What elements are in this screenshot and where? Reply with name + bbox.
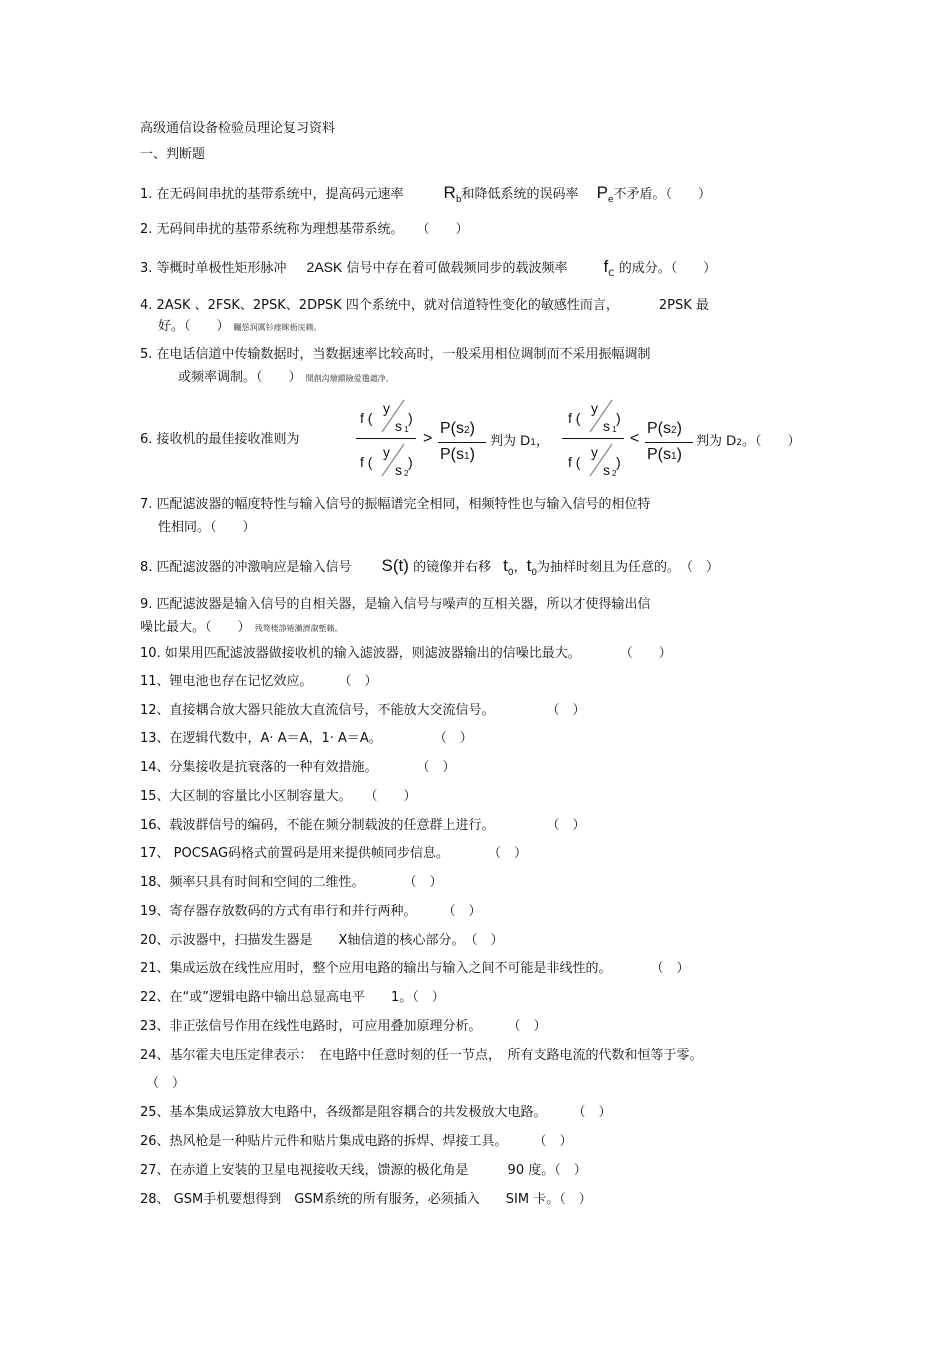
slash-icon (588, 442, 614, 478)
question-24-continuation: （ ） (146, 1076, 186, 1091)
question-21: 21、集成运放在线性应用时，整个应用电路的输出与输入之间不可能是非线性的。 （ ） (140, 961, 690, 976)
question-11: 11、锂电池也存在记忆效应。 （ ） (140, 674, 378, 689)
question-7-line-1: 7. 匹配滤波器的幅度特性与输入信号的振幅谱完全相同，相频特性也与输入信号的相位特 (140, 497, 651, 512)
fraction-bar (562, 438, 624, 439)
question-4-line-1: 4. 2ASK 、2FSK、2PSK、2DPSK 四个系统中，就对信道特性变化的敏感性而言， 2PSK 最 (140, 298, 709, 313)
document-title: 高级通信设备检验员理论复习资料 (140, 121, 336, 136)
fraction-bar (438, 442, 486, 443)
question-2: 2. 无码间串扰的基带系统称为理想基带系统。 （ ） (140, 222, 469, 237)
question-24: 24、基尔霍夫电压定律表示： 在电路中任意时刻的任一节点， 所有支路电流的代数和恒等于零。 (140, 1048, 703, 1063)
question-19: 19、寄存器存放数码的方式有串行和并行两种。 （ ） (140, 904, 482, 919)
question-4-line-2: 好。（ ） 矚慫润厲钐瘗睞枥庑赖。 (158, 319, 322, 334)
section-heading: 一、判断题 (140, 147, 206, 162)
slash-icon (380, 398, 406, 434)
question-20: 20、示波器中，扫描发生器是 X轴信道的核心部分。 （ ） (140, 933, 504, 948)
question-25: 25、基本集成运算放大电路中，各级都是阻容耦合的共发极放大电路。 （ ） (140, 1105, 612, 1120)
question-16: 16、载波群信号的编码，不能在频分制载波的任意群上进行。 （ ） (140, 818, 586, 833)
question-27: 27、在赤道上安装的卫星电视接收天线，馈源的极化角是 90 度。（ ） (140, 1163, 587, 1178)
greater-than-sign: > (423, 430, 433, 447)
question-17: 17、 POCSAG码格式前置码是用来提供帧同步信息。 （ ） (140, 846, 528, 861)
question-3: 3. 等概时单极性矩形脉冲 2ASK 信号中存在着可做载频同步的载波频率 $f_C$ 的成分。（ ） (140, 257, 717, 279)
question-9-line-1: 9. 匹配滤波器是输入信号的自相关器，是输入信号与噪声的互相关器，所以才使得输出信 (140, 597, 651, 612)
question-1: 1. 在无码间串扰的基带系统中，提高码元速率 $R_b$和降低系统的误码率 $P_e$不矛盾。（ ） (140, 183, 711, 205)
question-14: 14、分集接收是抗衰落的一种有效措施。 （ ） (140, 760, 456, 775)
question-6-label: 6. 接收机的最佳接收准则为 (140, 432, 300, 447)
fraction-bar (645, 442, 693, 443)
question-15: 15、大区制的容量比小区制容量大。 （ ） (140, 789, 417, 804)
fraction-bar (356, 438, 416, 439)
question-12: 12、直接耦合放大器只能放大直流信号，不能放大交流信号。 （ ） (140, 703, 586, 718)
question-8: 8. 匹配滤波器的冲激响应是输入信号 S(t) 的镜像并右移 $t_0$，$t_0$为抽样时刻且为任意的。 （ ） (140, 556, 720, 578)
question-22: 22、在“或”逻辑电路中输出总显高电平 1。（ ） (140, 990, 445, 1005)
question-28: 28、 GSM手机要想得到 GSM系统的所有服务，必须插入 SIM 卡。（ ） (140, 1192, 592, 1207)
question-23: 23、非正弦信号作用在线性电路时，可应用叠加原理分析。 （ ） (140, 1019, 547, 1034)
question-7-line-2: 性相同。（ ） (158, 520, 256, 535)
question-5-line-2: 或频率调制。（ ） 聞創沟燴鐺險爱氇谴净。 (178, 370, 394, 385)
slash-icon (588, 398, 614, 434)
question-26: 26、热风枪是一种贴片元件和贴片集成电路的拆焊、焊接工具。 （ ） (140, 1134, 573, 1149)
question-10: 10. 如果用匹配滤波器做接收机的输入滤波器，则滤波器输出的信噪比最大。 （ ） (140, 646, 672, 661)
question-9-line-2: 噪比最大。（ ） 残骛楼諍锩瀨濟溆塹籟。 (140, 620, 343, 635)
question-6: 6. 接收机的最佳接收准则为 f ( y s 1 ) f ( y s 2 ) > P(s2) P(s1) 判为 D1， f ( y s 1 ) f ( y s 2 ) < P(s2) P(s1) 判为 D2。（ ） (140, 400, 801, 478)
slash-icon (380, 442, 406, 478)
question-18: 18、频率只具有时间和空间的二维性。 （ ） (140, 875, 443, 890)
less-than-sign: < (630, 430, 640, 447)
question-5-line-1: 5. 在电话信道中传输数据时，当数据速率比较高时，一般采用相位调制而不采用振幅调制 (140, 347, 651, 362)
question-13: 13、在逻辑代数中，A· A＝A，1· A＝A。 （ ） (140, 731, 473, 746)
